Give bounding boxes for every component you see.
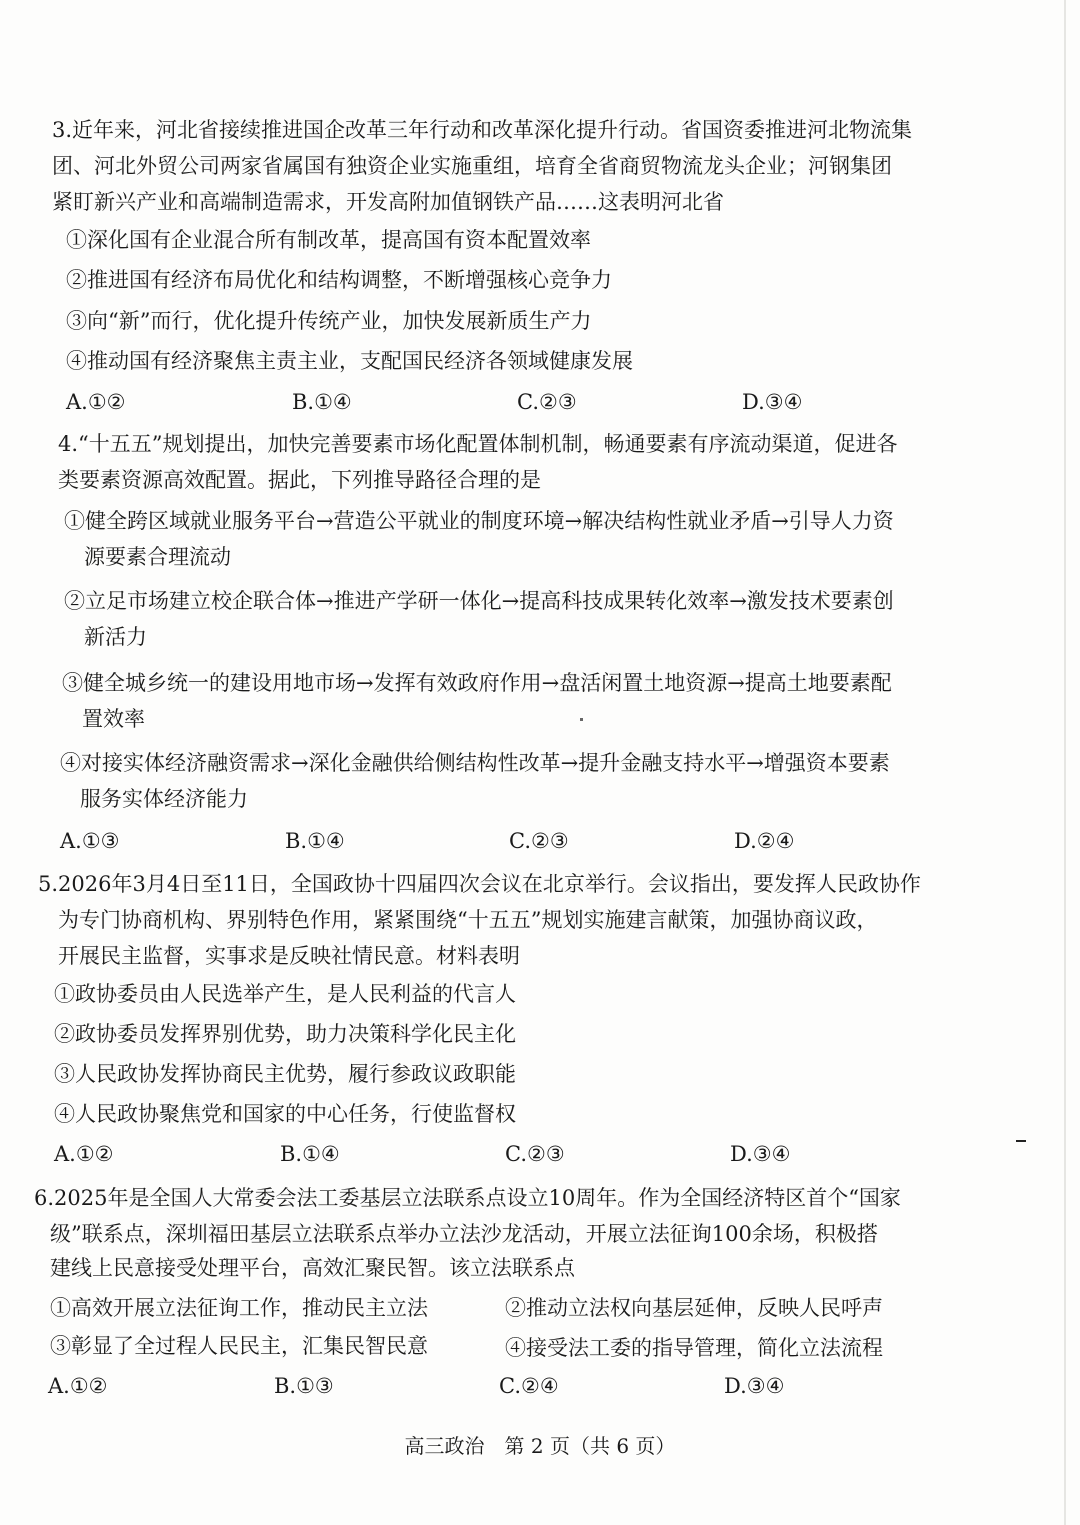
choice-d[interactable]: D.③④ — [730, 1142, 791, 1166]
choice-c[interactable]: C.②③ — [509, 829, 569, 853]
question-stem-line: 团、河北外贸公司两家省属国有独资企业实施重组，培育全省商贸物流龙头企业；河钢集团 — [52, 154, 892, 178]
choice-a[interactable]: A.①② — [48, 1374, 108, 1398]
statement-option: ③健全城乡统一的建设用地市场→发挥有效政府作用→盘活闲置土地资源→提高土地要素配 — [62, 671, 892, 695]
question-stem-line: 开展民主监督，实事求是反映社情民意。材料表明 — [58, 944, 520, 968]
scan-speck — [580, 718, 583, 721]
answer-choices — [0, 1370, 1080, 1402]
choice-b[interactable]: B.①④ — [280, 1142, 340, 1166]
question-stem-line: 4.“十五五”规划提出，加快完善要素市场化配置体制机制，畅通要素有序流动渠道，促进各 — [58, 432, 898, 456]
statement-option: ①政协委员由人民选举产生，是人民利益的代言人 — [54, 982, 516, 1006]
choice-c[interactable]: C.②④ — [499, 1374, 559, 1398]
choice-c[interactable]: C.②③ — [517, 390, 577, 414]
statement-option: ③人民政协发挥协商民主优势，履行参政议政职能 — [54, 1062, 516, 1086]
choice-c[interactable]: C.②③ — [505, 1142, 565, 1166]
statement-option: ④推动国有经济聚焦主责主业，支配国民经济各领域健康发展 — [66, 349, 633, 373]
statement-option-cont: 源要素合理流动 — [84, 545, 231, 569]
choice-b[interactable]: B.①④ — [285, 829, 345, 853]
statement-option: ④接受法工委的指导管理，简化立法流程 — [505, 1336, 883, 1360]
choice-d[interactable]: D.③④ — [742, 390, 803, 414]
statement-option: ①深化国有企业混合所有制改革，提高国有资本配置效率 — [66, 228, 591, 252]
statement-option: ②推动立法权向基层延伸，反映人民呼声 — [505, 1296, 883, 1320]
question-stem-line: 6.2025年是全国人大常委会法工委基层立法联系点设立10周年。作为全国经济特区首个“国家 — [34, 1186, 901, 1210]
scan-speck — [1016, 1140, 1026, 1142]
answer-choices — [0, 825, 1080, 857]
statement-option: ④对接实体经济融资需求→深化金融供给侧结构性改革→提升金融支持水平→增强资本要素 — [60, 751, 890, 775]
choice-b[interactable]: B.①③ — [274, 1374, 334, 1398]
choice-a[interactable]: A.①② — [54, 1142, 114, 1166]
choice-d[interactable]: D.②④ — [734, 829, 795, 853]
question-stem-line: 类要素资源高效配置。据此，下列推导路径合理的是 — [58, 468, 541, 492]
question-stem-line: 为专门协商机构、界别特色作用，紧紧围绕“十五五”规划实施建言献策，加强协商议政， — [58, 908, 878, 932]
question-stem-line: 3.近年来，河北省接续推进国企改革三年行动和改革深化提升行动。省国资委推进河北物流集 — [52, 118, 913, 142]
statement-option-cont: 服务实体经济能力 — [80, 787, 248, 811]
statement-option: ②立足市场建立校企联合体→推进产学研一体化→提高科技成果转化效率→激发技术要素创 — [64, 589, 894, 613]
page-footer: 高三政治 第 2 页（共 6 页） — [404, 1434, 676, 1458]
choice-a[interactable]: A.①② — [66, 390, 126, 414]
statement-option: ③彰显了全过程人民民主，汇集民智民意 — [50, 1334, 428, 1358]
statement-option: ②政协委员发挥界别优势，助力决策科学化民主化 — [54, 1022, 516, 1046]
choice-b[interactable]: B.①④ — [292, 390, 352, 414]
question-stem-line: 5.2026年3月4日至11日，全国政协十四届四次会议在北京举行。会议指出，要发挥人民政协作 — [38, 872, 921, 896]
answer-choices — [0, 386, 1080, 418]
question-stem-line: 紧盯新兴产业和高端制造需求，开发高附加值钢铁产品……这表明河北省 — [52, 190, 724, 214]
choice-a[interactable]: A.①③ — [60, 829, 120, 853]
question-stem-line: 级”联系点，深圳福田基层立法联系点举办立法沙龙活动，开展立法征询100余场，积极搭 — [50, 1222, 878, 1246]
choice-d[interactable]: D.③④ — [724, 1374, 785, 1398]
statement-option: ②推进国有经济布局优化和结构调整，不断增强核心竞争力 — [66, 268, 612, 292]
question-stem-line: 建线上民意接受处理平台，高效汇聚民智。该立法联系点 — [50, 1256, 575, 1280]
statement-option-cont: 置效率 — [82, 707, 145, 731]
statement-option-cont: 新活力 — [84, 625, 147, 649]
scan-edge-line — [1064, 0, 1066, 1525]
statement-option: ③向“新”而行，优化提升传统产业，加快发展新质生产力 — [66, 309, 592, 333]
statement-option: ④人民政协聚焦党和国家的中心任务，行使监督权 — [54, 1102, 516, 1126]
answer-choices — [0, 1138, 1080, 1170]
statement-option: ①健全跨区域就业服务平台→营造公平就业的制度环境→解决结构性就业矛盾→引导人力资 — [64, 509, 894, 533]
statement-option: ①高效开展立法征询工作，推动民主立法 — [50, 1296, 428, 1320]
